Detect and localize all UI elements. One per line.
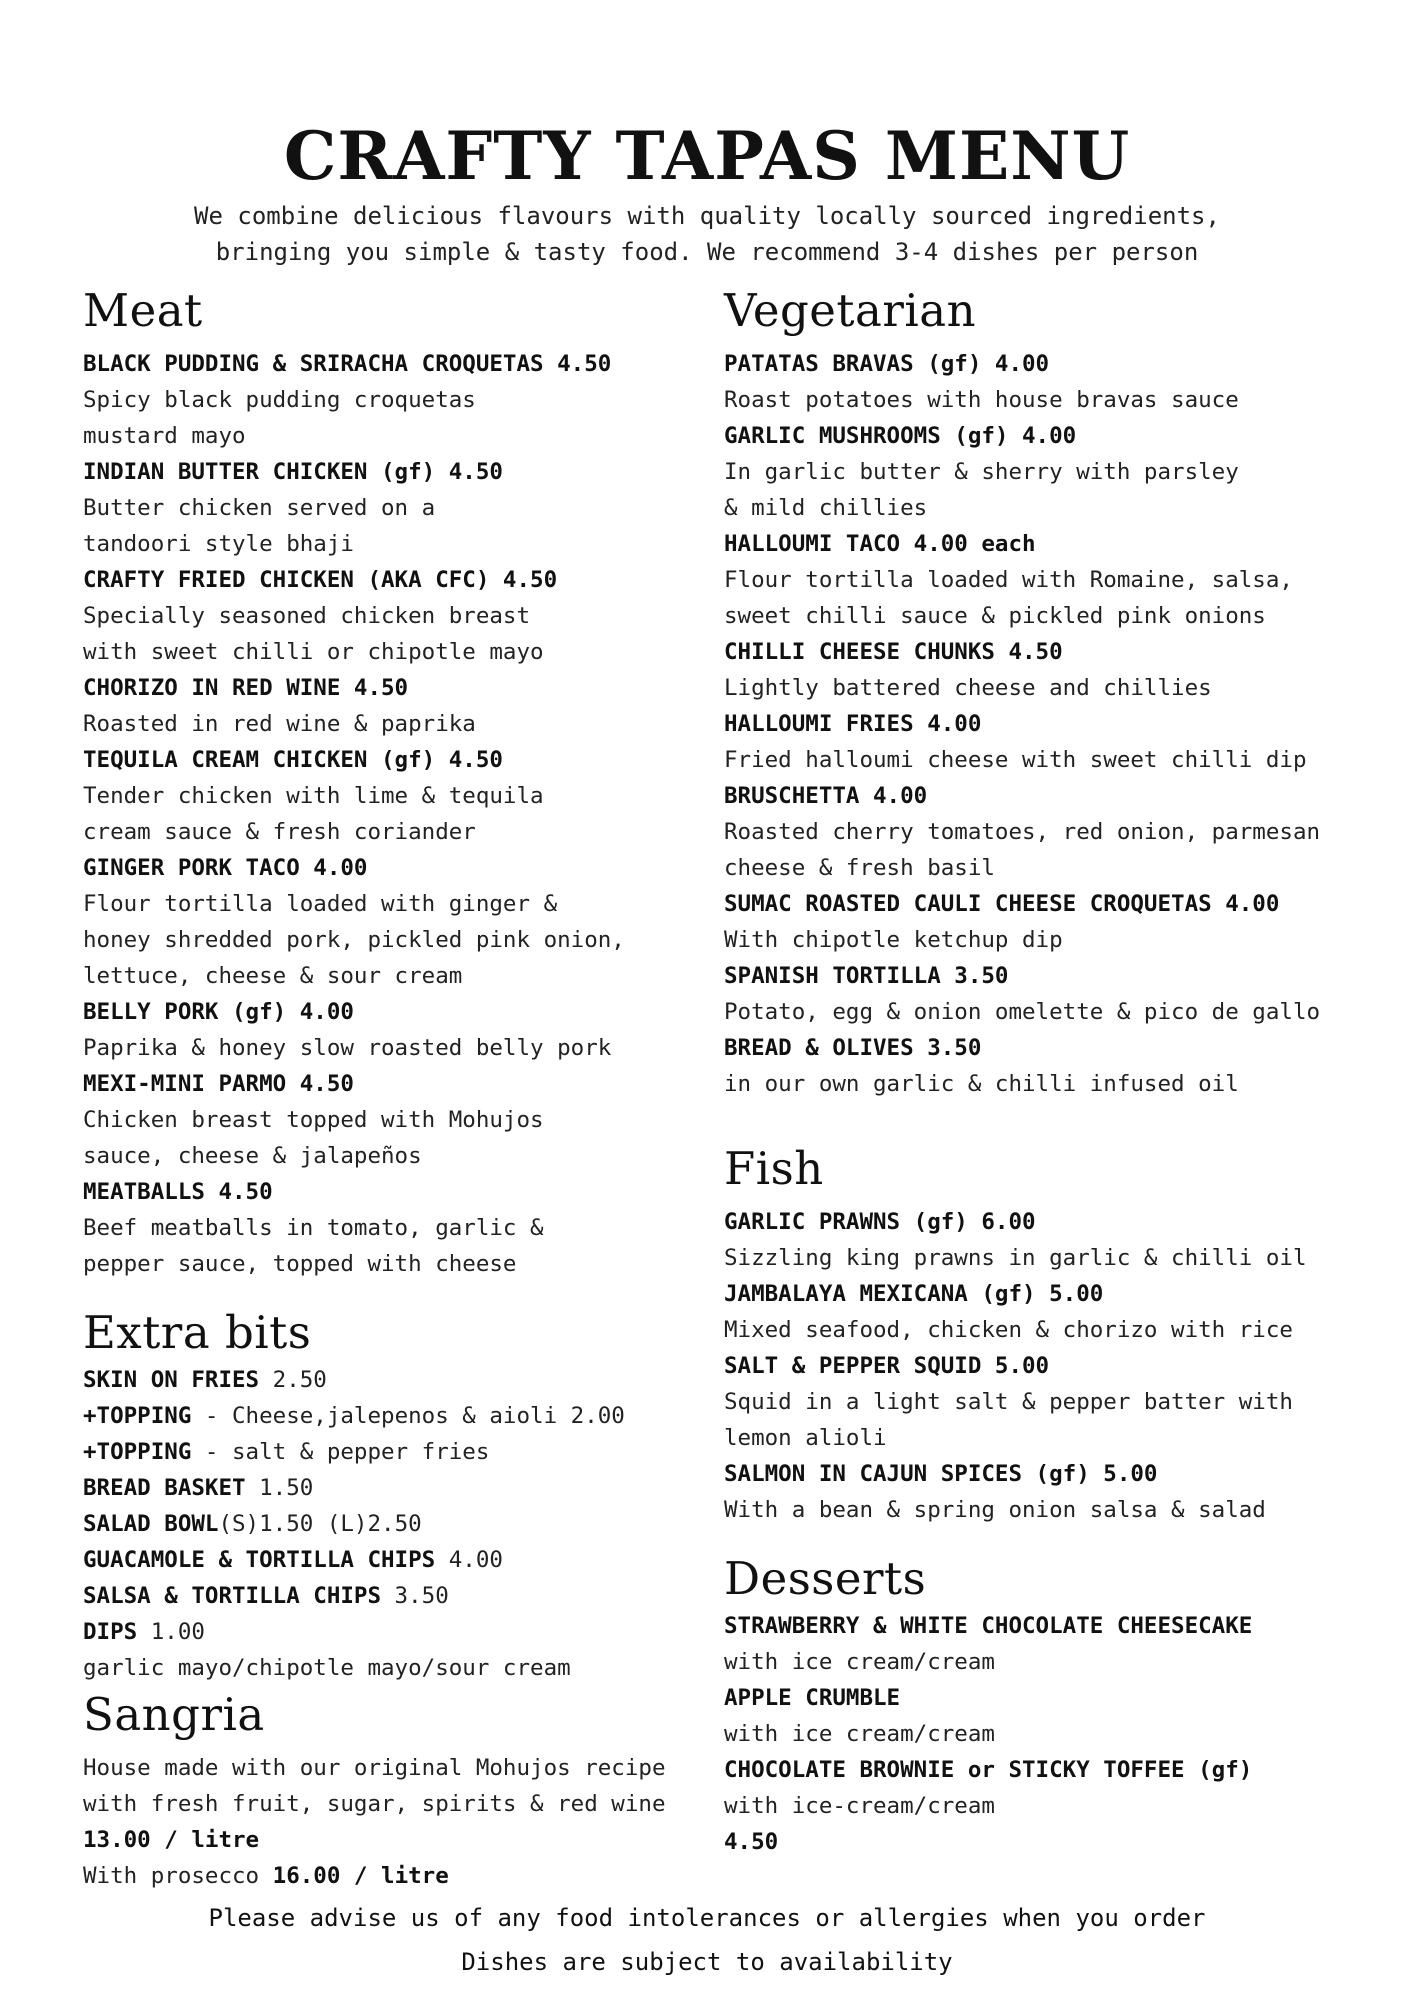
item-name: BREAD BASKET [83, 1475, 246, 1501]
menu-item [724, 1276, 1364, 1348]
item-description: Butter chicken served on a tandoori style bhaji [83, 495, 436, 557]
menu-item [83, 1470, 733, 1506]
menu-item [83, 1174, 733, 1282]
menu-item [83, 1398, 733, 1434]
fish-section [724, 1140, 1364, 1528]
menu-item [83, 1434, 733, 1470]
menu-item [724, 958, 1364, 1030]
menu-item [83, 1578, 733, 1614]
menu-item [724, 886, 1364, 958]
item-detail: 1.00 [137, 1619, 205, 1645]
menu-item [724, 346, 1364, 418]
menu-item [724, 526, 1364, 634]
extra-bits-heading: Extra bits [83, 1306, 312, 1359]
item-name: APPLE CRUMBLE [724, 1685, 901, 1711]
fish-heading: Fish [724, 1142, 824, 1195]
item-description: with ice-cream/cream [724, 1793, 995, 1819]
item-name: INDIAN BUTTER CHICKEN (gf) 4.50 [83, 459, 503, 485]
sangria-description-line-2: with fresh fruit, sugar, spirits & red wine [83, 1791, 666, 1817]
menu-intro [0, 198, 1414, 270]
item-name: HALLOUMI FRIES 4.00 [724, 711, 982, 737]
item-description: Sizzling king prawns in garlic & chilli oil [724, 1245, 1307, 1271]
availability-notice: Dishes are subject to availability [461, 1948, 953, 1976]
item-name: BLACK PUDDING & SRIRACHA CROQUETAS 4.50 [83, 351, 612, 377]
item-detail: 2.50 [259, 1367, 327, 1393]
intro-line-1: We combine delicious flavours with quality locally sourced ingredients, [194, 202, 1220, 230]
menu-item [83, 994, 733, 1066]
menu-item [724, 1204, 1364, 1276]
item-detail: 4.00 [435, 1547, 503, 1573]
item-description: Flour tortilla loaded with ginger & honey shredded pork, pickled pink onion, lettuce, cheese & sour cream [83, 891, 625, 989]
item-name: CRAFTY FRIED CHICKEN (AKA CFC) 4.50 [83, 567, 558, 593]
item-name: SPANISH TORTILLA 3.50 [724, 963, 1009, 989]
vegetarian-heading: Vegetarian [724, 284, 977, 337]
meat-section [83, 282, 733, 1282]
item-name: +TOPPING [83, 1403, 192, 1429]
menu-item [83, 1542, 733, 1578]
menu-item [724, 1348, 1364, 1456]
item-name: CHOCOLATE BROWNIE or STICKY TOFFEE (gf) [724, 1757, 1253, 1783]
item-name: SALSA & TORTILLA CHIPS [83, 1583, 382, 1609]
item-name: TEQUILA CREAM CHICKEN (gf) 4.50 [83, 747, 503, 773]
item-description: Chicken breast topped with Mohujos sauce, cheese & jalapeños [83, 1107, 544, 1169]
menu-item [724, 418, 1364, 526]
dips-note: garlic mayo/chipotle mayo/sour cream [83, 1655, 571, 1681]
item-description: with ice cream/cream [724, 1649, 995, 1675]
desserts-heading: Desserts [724, 1552, 927, 1605]
meat-heading: Meat [83, 284, 203, 337]
item-detail: - salt & pepper fries [191, 1439, 490, 1465]
item-description: Mixed seafood, chicken & chorizo with rice [724, 1317, 1293, 1343]
item-detail: 1.50 [245, 1475, 314, 1501]
sangria-prosecco [83, 1858, 733, 1894]
item-name: MEATBALLS 4.50 [83, 1179, 273, 1205]
item-description: Roast potatoes with house bravas sauce [724, 387, 1239, 413]
menu-item [724, 1680, 1364, 1752]
item-detail: - Cheese,jalepenos & aioli 2.00 [191, 1403, 625, 1429]
vegetarian-section [724, 282, 1364, 1102]
menu-item [83, 346, 733, 454]
item-description: With a bean & spring onion salsa & salad [724, 1497, 1266, 1523]
menu-item [724, 1030, 1364, 1102]
item-description: Paprika & honey slow roasted belly pork [83, 1035, 612, 1061]
item-description: With chipotle ketchup dip [724, 927, 1063, 953]
item-name: +TOPPING [83, 1439, 192, 1465]
desserts-section [724, 1550, 1364, 1860]
menu-item [83, 562, 733, 670]
item-name: SALT & PEPPER SQUID 5.00 [724, 1353, 1050, 1379]
item-description: Spicy black pudding croquetas mustard mayo [83, 387, 476, 449]
item-name: GUACAMOLE & TORTILLA CHIPS [83, 1547, 436, 1573]
item-name: CHILLI CHEESE CHUNKS 4.50 [724, 639, 1063, 665]
item-name: CHORIZO IN RED WINE 4.50 [83, 675, 409, 701]
item-description: Flour tortilla loaded with Romaine, salsa, sweet chilli sauce & pickled pink onions [724, 567, 1293, 629]
item-description: Specially seasoned chicken breast with sweet chilli or chipotle mayo [83, 603, 544, 665]
menu-item [83, 850, 733, 994]
menu-item [83, 1506, 733, 1542]
menu-item [83, 1066, 733, 1174]
desserts-price: 4.50 [724, 1829, 779, 1855]
item-description: in our own garlic & chilli infused oil [724, 1071, 1239, 1097]
sangria-description-line-1: House made with our original Mohujos recipe [83, 1755, 666, 1781]
menu-item [724, 1752, 1364, 1824]
item-name: GARLIC PRAWNS (gf) 6.00 [724, 1209, 1036, 1235]
item-name: BREAD & OLIVES 3.50 [724, 1035, 982, 1061]
item-name: STRAWBERRY & WHITE CHOCOLATE CHEESECAKE [724, 1613, 1253, 1639]
item-description: Roasted cherry tomatoes, red onion, parmesan cheese & fresh basil [724, 819, 1321, 881]
item-name: SKIN ON FRIES [83, 1367, 260, 1393]
item-name: MEXI-MINI PARMO 4.50 [83, 1071, 354, 1097]
menu-item [724, 1608, 1364, 1680]
item-detail: 3.50 [381, 1583, 449, 1609]
item-name: GARLIC MUSHROOMS (gf) 4.00 [724, 423, 1077, 449]
menu-item [83, 1362, 733, 1398]
sangria-heading: Sangria [83, 1688, 265, 1741]
item-name: BELLY PORK (gf) 4.00 [83, 999, 354, 1025]
item-name: PATATAS BRAVAS (gf) 4.00 [724, 351, 1050, 377]
item-name: DIPS [83, 1619, 138, 1645]
right-column [724, 282, 1364, 1860]
item-description: Roasted in red wine & paprika [83, 711, 476, 737]
menu-title: CRAFTY TAPAS MENU [283, 117, 1131, 195]
prosecco-price: 16.00 / litre [272, 1863, 449, 1889]
menu-item [83, 454, 733, 562]
item-name: BRUSCHETTA 4.00 [724, 783, 928, 809]
item-name: HALLOUMI TACO 4.00 each [724, 531, 1036, 557]
menu-item [724, 778, 1364, 886]
menu-item [724, 1456, 1364, 1528]
item-description: Fried halloumi cheese with sweet chilli dip [724, 747, 1307, 773]
item-description: In garlic butter & sherry with parsley & mild chillies [724, 459, 1239, 521]
item-name: SALMON IN CAJUN SPICES (gf) 5.00 [724, 1461, 1158, 1487]
item-description: Squid in a light salt & pepper batter with lemon alioli [724, 1389, 1293, 1451]
left-column [83, 282, 733, 1894]
item-name: GINGER PORK TACO 4.00 [83, 855, 368, 881]
item-description: Lightly battered cheese and chillies [724, 675, 1212, 701]
sangria-price: 13.00 / litre [83, 1827, 260, 1853]
menu-item [83, 1614, 733, 1650]
sangria-section [83, 1686, 733, 1894]
item-name: SUMAC ROASTED CAULI CHEESE CROQUETAS 4.00 [724, 891, 1280, 917]
allergy-notice: Please advise us of any food intolerances or allergies when you order [208, 1904, 1206, 1932]
item-detail: (S)1.50 (L)2.50 [218, 1511, 422, 1537]
item-description: Tender chicken with lime & tequila cream sauce & fresh coriander [83, 783, 544, 845]
extra-bits-section [83, 1304, 733, 1686]
item-description: with ice cream/cream [724, 1721, 995, 1747]
item-name: JAMBALAYA MEXICANA (gf) 5.00 [724, 1281, 1104, 1307]
menu-item [724, 706, 1364, 778]
item-description: Beef meatballs in tomato, garlic & pepper sauce, topped with cheese [83, 1215, 544, 1277]
menu-item [83, 742, 733, 850]
intro-line-2: bringing you simple & tasty food. We recommend 3-4 dishes per person [215, 238, 1199, 266]
prosecco-label: With prosecco [83, 1863, 273, 1889]
menu-item [724, 634, 1364, 706]
menu-item [83, 670, 733, 742]
item-name: SALAD BOWL [83, 1511, 219, 1537]
item-description: Potato, egg & onion omelette & pico de gallo [724, 999, 1321, 1025]
